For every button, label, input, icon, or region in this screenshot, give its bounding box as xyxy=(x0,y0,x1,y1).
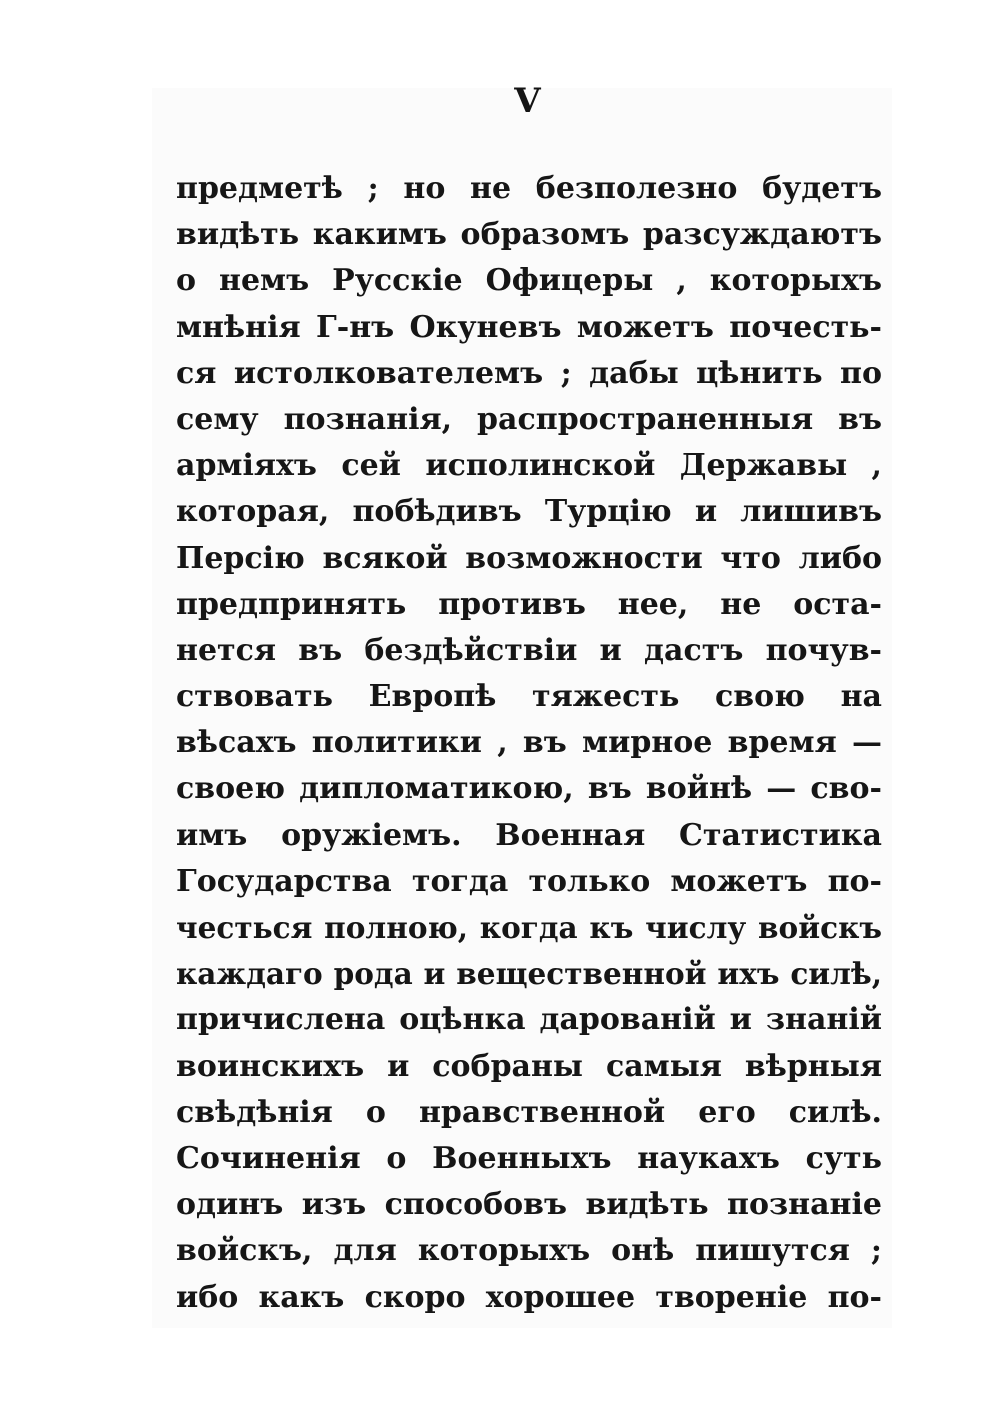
body-text xyxy=(176,166,882,1321)
text-line: ствовать Европѣ тяжесть свою на xyxy=(176,679,882,715)
text-line: предпринять противъ нее, не оста- xyxy=(176,586,882,622)
text-line: сему познанія, распространенныя въ xyxy=(176,401,882,437)
text-line: Персію всякой возможности что либо xyxy=(176,540,882,576)
text-line: предметѣ ; но не безполезно будетъ xyxy=(176,171,882,206)
text-line: ся истолкователемъ ; дабы цѣнить по xyxy=(176,355,882,391)
text-line: каждаго рода и вещественной ихъ силѣ, xyxy=(176,956,882,992)
text-line: видѣть какимъ образомъ разсуждаютъ xyxy=(176,217,882,253)
text-line: ибо какъ скоро хорошее твореніе по- xyxy=(176,1279,882,1315)
text-line: о немъ Русскіе Офицеры , которыхъ xyxy=(176,263,882,299)
text-line: мнѣнія Г-нъ Окуневъ можетъ почесть- xyxy=(176,309,882,345)
page-number: V xyxy=(514,81,541,121)
text-line: нется въ бездѣйствіи и дастъ почув- xyxy=(176,632,882,668)
text-line: вѣсахъ политики , въ мирное время — xyxy=(176,725,882,761)
text-line: одинъ изъ способовъ видѣть познаніе xyxy=(176,1187,882,1223)
text-line: воинскихъ и собраны самыя вѣрныя xyxy=(176,1048,882,1084)
text-line: Сочиненія о Военныхъ наукахъ суть xyxy=(176,1140,882,1176)
text-line: арміяхъ сей исполинской Державы , xyxy=(176,448,882,484)
text-line: честься полною, когда къ числу войскъ xyxy=(176,910,882,945)
text-line: своею дипломатикою, въ войнѣ — сво- xyxy=(176,771,882,807)
text-line: Государства тогда только можетъ по- xyxy=(176,863,882,899)
text-line: имъ оружіемъ. Военная Статистика xyxy=(176,817,882,853)
text-line: свѣдѣнія о нравственной его силѣ. xyxy=(176,1094,882,1130)
text-line: причислена оцѣнка дарованій и знаній xyxy=(176,1002,882,1038)
text-line: войскъ, для которыхъ онѣ пишутся ; xyxy=(176,1233,882,1269)
text-line: которая, побѣдивъ Турцію и лишивъ xyxy=(176,494,882,530)
